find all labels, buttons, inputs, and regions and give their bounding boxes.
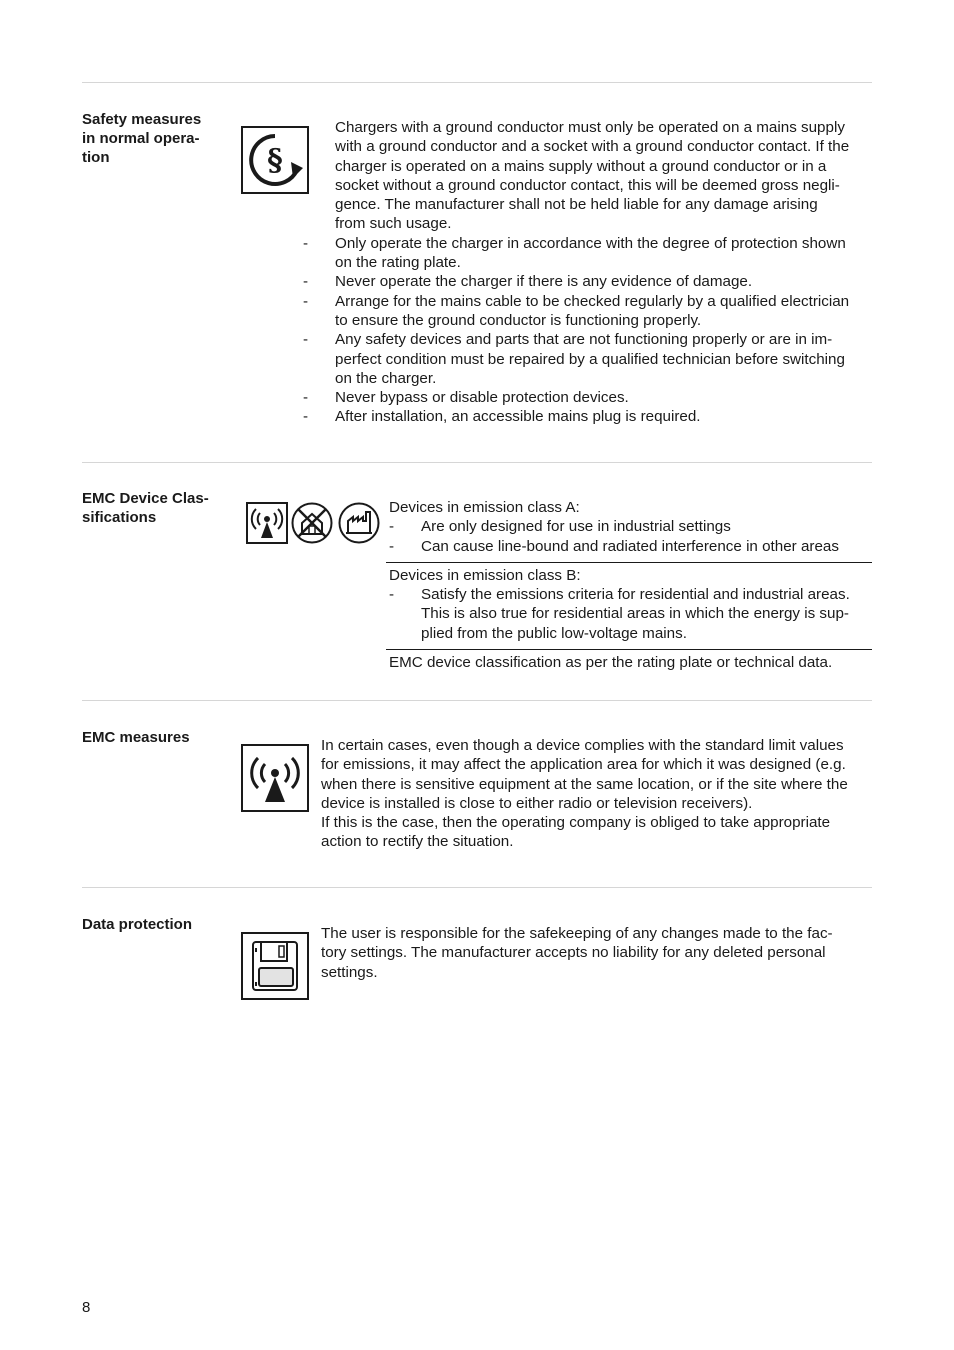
emission-antenna-icon: [246, 502, 288, 544]
class-b-block: [386, 562, 872, 643]
section-divider: [82, 887, 872, 888]
factory-icon: [338, 502, 380, 544]
section-divider: [82, 462, 872, 463]
safety-paragraph: Chargers with a ground conductor must only be operated on a mains supply with a ground conductor and a socket with a ground conductor contact. If the charger is operated on a mains supply without a ground conductor or in a socket without a ground conductor contact, this will be deemed gross negli- gence. The manufacturer shall not be held liable for any damage arising from such usage.: [335, 119, 850, 233]
list-item: - Only operate the charger in accordance with the degree of protection shown on the rating plate.: [303, 234, 846, 272]
data-protection-heading: Data protection: [82, 916, 193, 933]
floppy-disk-icon: [241, 932, 309, 1000]
list-item: - Any safety devices and parts that are not functioning properly or are in im- perfect condition must be repaired by a qualified technician before switching on the charger.: [303, 331, 845, 387]
emc-class-body: [386, 498, 872, 672]
class-b-title: Devices in emission class B:: [389, 566, 581, 584]
class-a-block: [386, 498, 872, 556]
class-a-title: Devices in emission class A:: [389, 499, 580, 516]
list-item: - After installation, an accessible mains plug is required.: [303, 408, 701, 426]
list-item: - Are only designed for use in industrial settings: [389, 518, 731, 536]
list-item: - Arrange for the mains cable to be checked regularly by a qualified electrician to ensure the ground conductor is functioning properly.: [303, 292, 850, 329]
emc-measures-heading: EMC measures: [82, 729, 190, 746]
safety-body: [303, 118, 873, 427]
emission-antenna-icon: [241, 744, 309, 812]
safety-heading: Safety measures in normal opera- tion: [82, 111, 202, 166]
data-protection-paragraph: The user is responsible for the safekeeping of any changes made to the fac- tory settings. The manufacturer accepts no liability for any deleted personal settings.: [321, 925, 833, 981]
top-divider: [82, 82, 872, 83]
list-item: - Never operate the charger if there is any evidence of damage.: [303, 273, 753, 291]
page-number: 8: [82, 1299, 91, 1316]
section-divider: [82, 700, 872, 701]
emc-class-heading: EMC Device Clas- sifications: [82, 490, 209, 526]
list-item: - Never bypass or disable protection devices.: [303, 389, 629, 407]
emc-class-footer: EMC device classification as per the rating plate or technical data.: [386, 649, 872, 672]
list-item: - Satisfy the emissions criteria for residential and industrial areas. This is also true for residential areas in which the energy is sup- plied from the public low-voltage mains.: [389, 586, 850, 642]
list-item: - Can cause line-bound and radiated interference in other areas: [389, 537, 839, 555]
crossed-house-icon: [291, 502, 333, 544]
svg-text:§: §: [267, 143, 283, 178]
paragraph-icon: [241, 126, 309, 194]
emc-measures-paragraph: In certain cases, even though a device complies with the standard limit values for emissions, it may affect the application area for which it was designed (e.g. when there is sensitive equipment at the same location, or if the site where the device is installed is close to either radio or television receivers). If this is the case, then the operating company is obliged to take appropriate action to rectify the situation.: [321, 737, 848, 851]
